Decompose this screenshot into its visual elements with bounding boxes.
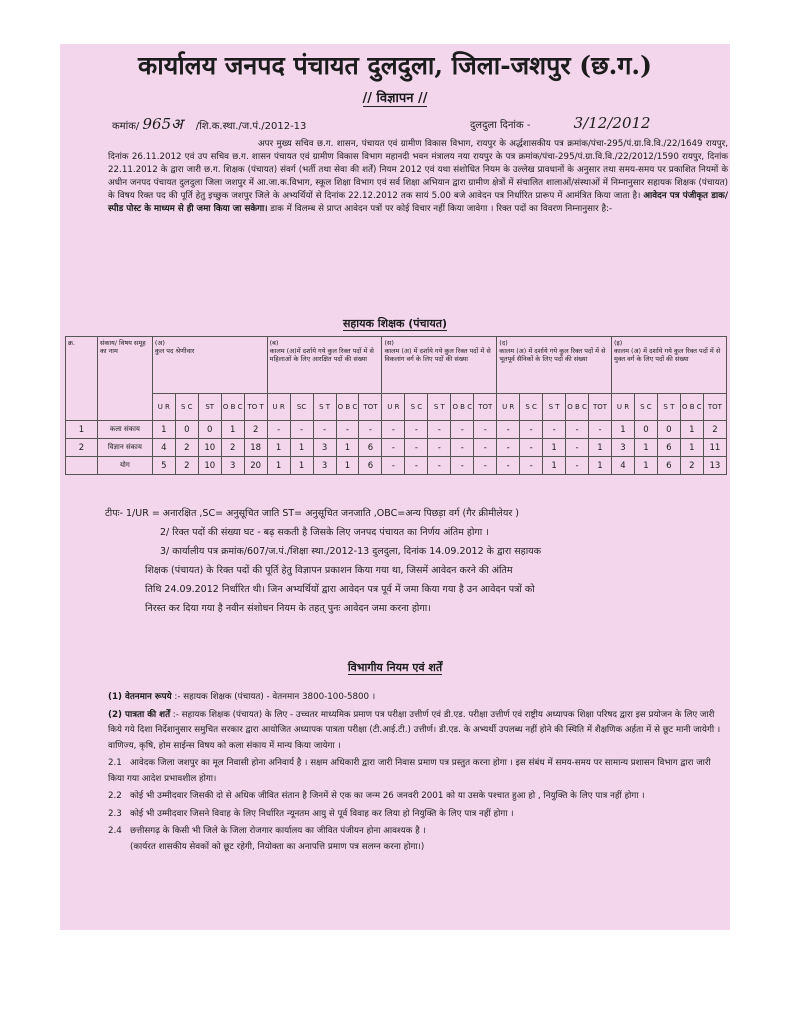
handwritten-number: 965अ <box>142 115 183 133</box>
group-b: (ब) कालम (अ)में दर्शाये गये कुल रिक्त पदों में से महिलाओं के लिए आरक्षित पदों की संख्या <box>267 337 382 394</box>
col-sn: क्र. <box>66 337 98 421</box>
reference-number: कमांक/ 965अ /शि.क.स्था./ज.पं./2012-13 <box>112 115 307 133</box>
table-row-total: योग 5 2 10 3 20 1 1 3 1 6 - - - - - - - 1 - 1 4 1 6 2 13 <box>66 457 727 475</box>
rule-2: (2) पात्रता की शर्तें :- सहायक शिक्षक (पंचायत) के लिए - उच्चतर माध्यमिक प्रमाण पत्र परीक्षा उत्तीर्ण एवं डी.एड. परीक्षा उत्तीर्ण एवं राष्ट्रीय अध्यापक शिक्षा परिषद द्वारा इस प्रयोजन के लिए जारी किये गये दिशा निर्देशानुसार समुचित सरकार द्वारा आयोजित अध्यापक पात्रता परीक्षा (टी.आई.टी.) उत्तीर्ण। डी.एड. के अभ्यर्थी उपलब्ध नहीं होने की स्थिति में शैक्षणिक अर्हता में से छूट मानी जायेगी । वाणिज्य, कृषि, होम साईन्स विषय को कला संकाय में मान्य किया जायेगा । <box>108 709 721 751</box>
rules-title: विभागीय नियम एवं शर्तें <box>347 661 443 674</box>
table-row: 1 कला संकाय 1 0 0 1 2 - - - - - - - - - - - - - - - 1 0 0 1 2 <box>66 421 727 439</box>
reference-date: दुलदुला दिनांक - 3/12/2012 <box>470 114 651 132</box>
advertisement-heading: // विज्ञापन // <box>362 91 428 106</box>
rule-1: (1) वेतनमान रूपये :- सहायक शिक्षक (पंचायत) - वेतनमान 3800-100-5800 । <box>108 692 376 702</box>
group-i: (इ) कालम (अ) में दर्शाये गये कुल रिक्त पदों में से मुक्त वर्ग के लिए पदों की संख्या <box>612 337 727 394</box>
notes-section: टीपः- 1/UR = अनारक्षित ,SC= अनुसूचित जाति ST= अनुसूचित जनजाति ,OBC=अन्य पिछड़ा वर्ग (गैर क्रीमीलेयर ) 2/ रिक्त पदों की संख्या घट - बढ़ सकती है जिसके लिए जनपद पंचायत का निर्णय अंतिम होगा । 3/ कार्यालीय पत्र क्रमांक/607/ज.पं./शिक्षा स्था./2012-13 दुलदुला, दिनांक 14.09.2012 के द्वारा सहायक शिक्षक (पंचायत) के रिक्त पदों की पूर्ति हेतु विज्ञापन प्रकाशन किया गया था, जिसमें आवेदन करने की अंतिम तिथि 24.09.2012 निर्धारित थी। जिन अभ्यर्थियों द्वारा आवेदन पत्र पूर्व में जमा किया गया है उन आवेदन पत्रों को निरस्त कर दिया गया है नवीन संशोधन नियम के तहत् पुनः आवेदन जमा करना होगा। <box>105 504 725 618</box>
rule-2-2: 2.2 कोई भी उम्मीदवार जिसकी दो से अधिक जीवित संतान है जिनमें से एक का जन्म 26 जनवरी 2001 को या उसके पश्चात हुआ हो , नियुक्ति के लिए पात्र नहीं होगा । <box>108 791 645 801</box>
note-3: 3/ कार्यालीय पत्र क्रमांक/607/ज.पं./शिक्षा स्था./2012-13 दुलदुला, दिनांक 14.09.2012 के द्वारा सहायक <box>160 546 541 557</box>
table-header-row <box>66 337 727 394</box>
rules-section <box>108 690 728 857</box>
vacancy-table <box>65 336 727 475</box>
table-title: सहायक शिक्षक (पंचायत) <box>342 317 448 330</box>
col-subject: संकाय/ विषय समूह का नाम <box>97 337 152 421</box>
note-2: 2/ रिक्त पदों की संख्या घट - बढ़ सकती है जिसके लिए जनपद पंचायत का निर्णय अंतिम होगा । <box>160 527 489 538</box>
group-a: (अ) कुल पद श्रेणीवार <box>152 337 267 394</box>
intro-paragraph: अपर मुख्य सचिव छ.ग. शासन, पंचायत एवं ग्रामीण विकास विभाग, रायपुर के अर्द्धशासकीय पत्र क्रमांक/पंचा-295/पं.ग्रा.वि.वि./22/1649 रायपुर, दिनांक 26.11.2012 एवं उप सचिव छ.ग. शासन पंचायत एवं ग्रामीण विकास विभाग महानदी भवन मंत्रालय नया रायपुर के पत्र क्रमांक/पंचा-295/पं.ग्रा.वि.वि./22/2012/1590 रायपुर, दिनांक 22.11.2012 के द्वारा जारी छ.ग. शिक्षक (पंचायत) संवर्ग (भर्ती तथा सेवा की शर्तें) नियम 2012 एवं यथा संशोधित नियम के उल्लेख प्रावधानों के अनुसार तथा समय-समय पर प्रकाशित नियमों के अधीन जनपद पंचायत दुलदुला जिला जशपुर में आ.जा.क.विभाग, स्कूल शिक्षा विभाग एवं सर्व शिक्षा अभियान द्वारा ग्रामीण क्षेत्रों में संचालित शालाओं/संस्थाओं में निम्नानुसार सहायक शिक्षक (पंचायत) के विषय रिक्त पद की पूर्ति हेतु इच्छुक जशपुर जिले के अभ्यर्थियों से दिनांक 22.12.2012 तक सायं 5.00 बजे आवेदन पत्र निर्धारित प्रारूप में आमंत्रित किया जाता है। आवेदन पत्र पंजीकृत डाक/स्पीड पोस्ट के माध्यम से ही जमा किया जा सकेगा। डाक में विलम्ब से प्राप्त आवेदन पत्रों पर कोई विचार नहीं किया जावेगा । रिक्त पदों का विवरण निम्नानुसार है:- <box>108 139 728 214</box>
group-d: (द) कालम (अ) में दर्शाये गये कुल रिक्त पदों में से भूतपूर्व सैनिकों के लिए पदों की संख्या <box>497 337 612 394</box>
note-1: टीपः- 1/UR = अनारक्षित ,SC= अनुसूचित जाति ST= अनुसूचित जनजाति ,OBC=अन्य पिछड़ा वर्ग (गैर क्रीमीलेयर ) <box>105 508 519 519</box>
handwritten-date: 3/12/2012 <box>573 114 651 132</box>
office-title: कार्यालय जनपद पंचायत दुलदुला, जिला-जशपुर (छ.ग.) <box>138 51 652 80</box>
group-s: (स) कालम (अ) में दर्शाये गये कुल रिक्त पदों में से विकलांग वर्ग के लिए पदों की संख्या <box>382 337 497 394</box>
rule-2-3: 2.3 कोई भी उम्मीदवार जिसने विवाह के लिए निर्धारित न्यूनतम आयु से पूर्व विवाह कर लिया हो नियुक्ति के लिए पात्र नहीं होगा । <box>108 808 514 819</box>
document-page <box>60 44 730 930</box>
rule-2-4: 2.4 छत्तीसगढ़ के किसी भी जिले के जिला रोजगार कार्यालय का जीवित पंजीयन होना आवश्यक है । (कार्यरत शासकीय सेवकों को छूट रहेगी, नियोक्ता का अनापत्ति प्रमाण पत्र सलग्न करना होगा।) <box>108 826 426 852</box>
rule-2-1: 2.1 आवेदक जिला जशपुर का मूल निवासी होना अनिवार्य है । सक्षम अधिकारी द्वारा जारी निवास प्रमाण पत्र प्रस्तुत करना होगा । इस संबंध में समय-समय पर सामान्य प्रशासन विभाग द्वारा जारी किया गया आदेश प्रभावशील होगा। <box>108 758 711 784</box>
table-row: 2 विज्ञान संकाय 4 2 10 2 18 1 1 3 1 6 - - - - - - - 1 - 1 3 1 6 1 11 <box>66 439 727 457</box>
table-subheader-row: U R S C ST O B C TO T U R SC S T O B C TOT U R S C S T O B C TOT U R S C S T O B C TOT U R S C S T O B C TOT <box>66 394 727 421</box>
